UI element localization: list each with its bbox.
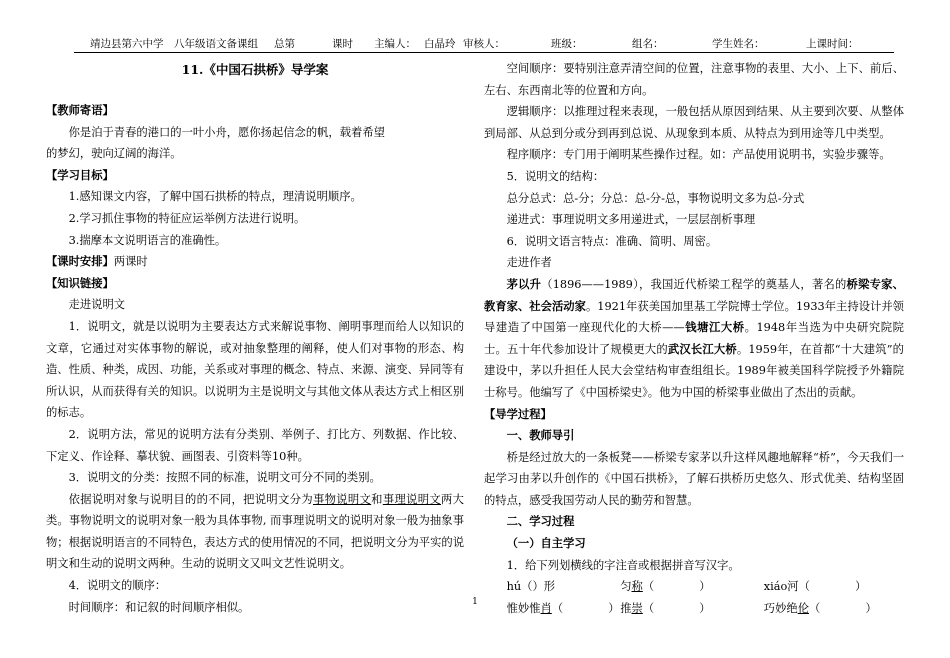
author-bridge-2: 武汉长江大桥 xyxy=(667,341,737,356)
header-editor-name: 白晶玲 xyxy=(424,38,456,50)
k3b-mid: 和 xyxy=(371,492,383,506)
language-features: 6．说明文语言特点：准确、简明、周密。 xyxy=(506,234,718,248)
schedule-value: 两课时 xyxy=(113,255,148,269)
fill-blank[interactable]: xiáo河（ ） xyxy=(763,580,867,594)
author-bridge-1: 钱塘江大桥 xyxy=(684,320,745,335)
author-name: 茅以升 xyxy=(506,276,542,291)
teacher-message-heading: 【教师寄语】 xyxy=(46,103,114,117)
guide-heading: 一、教师导引 xyxy=(506,428,575,443)
program-order: 程序顺序：专门用于阐明某些操作过程。如：产品使用说明书，实验步骤等。 xyxy=(506,148,891,162)
fill-blank[interactable]: 推崇（ ） xyxy=(620,601,711,615)
structure-item-1: 总分总式：总-分；分总：总-分-总，事物说明文多为总-分式 xyxy=(506,191,805,205)
header-lesson: 课时 xyxy=(332,38,353,50)
structure-heading: 5．说明文的结构： xyxy=(506,169,605,183)
fill-blank[interactable]: 匀称（ ） xyxy=(620,580,711,594)
author-titles: 桥梁专家、教育家、社会活动家 xyxy=(484,276,904,313)
header-group-name: 组名： xyxy=(632,38,664,50)
exercise-instruction: 1．给下列划横线的字注音或根据拼音写汉字。 xyxy=(506,558,740,572)
header-student: 学生姓名： xyxy=(712,38,765,50)
fill-blank[interactable]: 巧妙绝伦（ ） xyxy=(763,601,877,615)
knowledge-item-2: 2．说明方法，常见的说明方法有分类别、举例子、打比方、列数据、作比较、下定义、作诠释、摹状貌、画图表、引资料等10种。 xyxy=(46,427,464,463)
process-heading: 【导学过程】 xyxy=(484,406,552,421)
time-order: 时间顺序：和记叙的时间顺序相似。 xyxy=(68,600,250,614)
fill-blank[interactable]: hú（）形 xyxy=(506,580,556,594)
knowledge-item-1: 1．说明文，就是以说明为主要表达方式来解说事物、阐明事理而给人以知识的文章，它通过对实体事物的解说，或对抽象整理的阐释，使人们对事物的形态、构造、性质、种类，成因、功能，关系或对事理的概念、特点、来源、演变、异同等有所认识，从而获得有关的知识。以说明为主是说明文与其他文体从表达方式上相区别的标志。 xyxy=(46,319,464,420)
author-bio xyxy=(484,274,904,404)
header-reviewer: 审核人： xyxy=(463,38,505,50)
knowledge-intro: 走进说明文 xyxy=(68,298,126,312)
logic-order: 逻辑顺序：以推理过程来表现，一般包括从原因到结果、从主要到次要、从整体到局部、从总到分或分到再到总说、从现象到本质、从特点为到用途等几中类型。 xyxy=(484,105,904,140)
knowledge-item-3: 3．说明文的分类：按照不同的标准，说明文可分不同的类别。 xyxy=(68,471,381,485)
author-heading: 走进作者 xyxy=(506,256,552,270)
page-title: 11.《中国石拱桥》导学案 xyxy=(181,62,329,77)
knowledge-item-4: 4．说明文的顺序： xyxy=(68,579,167,593)
header-total: 总第 xyxy=(274,38,295,50)
right-column xyxy=(484,58,904,619)
k3b-pre: 依据说明对象与说明目的的不同，把说明文分为 xyxy=(68,492,313,506)
learning-heading: 二、学习过程 xyxy=(506,514,575,529)
goal-item-1: 1.感知课文内容，了解中国石拱桥的特点，理清说明顺序。 xyxy=(68,190,362,204)
header-group: 八年级语文备课组 xyxy=(174,38,258,50)
left-column xyxy=(46,58,464,618)
goal-item-3: 3.揣摩本文说明语言的准确性。 xyxy=(68,233,227,247)
header-class: 班级： xyxy=(551,38,583,50)
teacher-message-line-1: 你是泊于青春的港口的一叶小舟，愿你扬起信念的帆，载着希望 xyxy=(68,125,385,139)
learning-goals-heading: 【学习目标】 xyxy=(46,167,114,182)
header-editor: 主编人： xyxy=(374,38,416,50)
page-header xyxy=(74,34,894,53)
schedule-heading: 【课时安排】 xyxy=(46,254,114,269)
guide-text: 桥是经过放大的一条板凳——桥梁专家茅以升这样风趣地解释“桥”，今天我们一起学习由茅以升创作的《中国石拱桥》，了解石拱桥历史悠久、形式优美、结构坚固的特点，感受我国劳动人民的勤劳和智慧。 xyxy=(484,450,904,507)
goal-item-2: 2.学习抓住事物的特征应运举例方法进行说明。 xyxy=(68,211,306,225)
self-study-heading: （一）自主学习 xyxy=(506,536,586,551)
fill-blank[interactable]: 惟妙惟肖（ ） xyxy=(506,601,620,615)
exercise-row-1 xyxy=(484,576,904,598)
k3b-underline-2: 事理说明文 xyxy=(382,492,441,506)
author-text-1: 。1921年获美国加里基工学院博士学位。1933年主持设计并领导建造了中国第一座现代化的大桥—— xyxy=(484,299,904,335)
k3b-underline-1: 事物说明文 xyxy=(312,492,372,506)
author-text-3: 。1959年，在首都“十大建筑”的建设中，茅以升担任人民大会堂结构审查组组长。1989年被美国科学院授予外籍院士称号。他编写了《中国桥梁史》。他为中国的桥梁事业做出了杰出的贡献。 xyxy=(484,342,904,399)
page-number: 1 xyxy=(472,597,478,607)
header-school: 靖边县第六中学 xyxy=(90,38,164,50)
space-order: 空间顺序：要特别注意弄清空间的位置，注意事物的表里、大小、上下、前后、左右、东西南北等的位置和方向。 xyxy=(484,62,904,97)
header-time: 上课时间： xyxy=(806,38,859,50)
k3b-post: 两大类。事物说明文的说明对象一般为具体事物, 而事理说明文的说明对象一般为抽象事物；根据说明语言的不同特色，表达方式的使用情况的不同，把说明文分为平实的说明文和生动的说明文两种。生动的说明文又叫文艺性说明文。 xyxy=(46,492,464,571)
structure-item-2: 递进式：事理说明文多用递进式，一层层剖析事理 xyxy=(506,213,756,227)
schedule-line xyxy=(46,251,464,273)
knowledge-heading: 【知识链接】 xyxy=(46,275,114,290)
teacher-message-line-2: 的梦幻，驶向辽阔的海洋。 xyxy=(46,147,182,161)
knowledge-item-3-detail xyxy=(46,489,464,575)
author-text-2: 。1948年当选为中央研究院院士。五十年代参加设计了规模更大的 xyxy=(484,321,904,356)
author-years: （1896——1989），我国近代桥梁工程学的奠基人，著名的 xyxy=(541,277,847,291)
